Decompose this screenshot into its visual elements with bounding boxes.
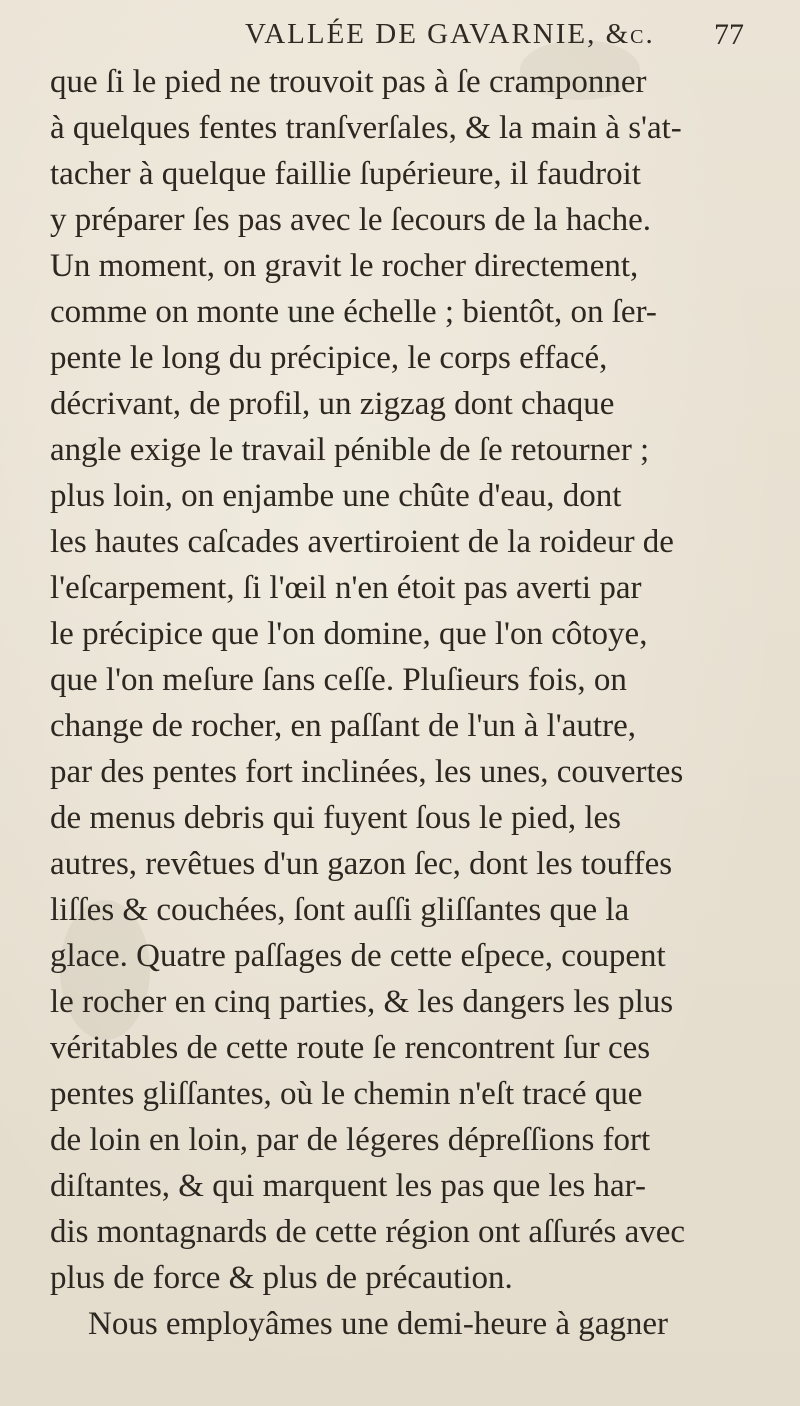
text-line: Un moment, on gravit le rocher directement, — [50, 248, 639, 284]
text-line: diſtantes, & qui marquent les pas que les har- — [50, 1168, 646, 1204]
text-line: véritables de cette route ſe rencontrent ſur ces — [50, 1030, 651, 1066]
text-line: comme on monte une échelle ; bientôt, on ſer- — [50, 294, 657, 330]
text-line: autres, revêtues d'un gazon ſec, dont les touffes — [50, 846, 673, 882]
text-line: plus de force & plus de précaution. — [50, 1260, 513, 1296]
text-line: par des pentes fort inclinées, les unes, couvertes — [50, 754, 684, 790]
text-line: l'eſcarpement, ſi l'œil n'en étoit pas averti par — [50, 570, 642, 606]
page-number: 77 — [714, 18, 744, 51]
running-title: VALLÉE DE GAVARNIE, &c. — [245, 18, 655, 50]
text-line: liſſes & couchées, ſont auſſi gliſſantes que la — [50, 892, 630, 928]
text-line: à quelques fentes tranſverſales, & la main à s'at- — [50, 110, 682, 146]
text-line: angle exige le travail pénible de ſe retourner ; — [50, 432, 650, 468]
text-line: change de rocher, en paſſant de l'un à l'autre, — [50, 708, 636, 744]
text-line: y préparer ſes pas avec le ſecours de la hache. — [50, 202, 652, 238]
text-line: décrivant, de profil, un zigzag dont chaque — [50, 386, 615, 422]
text-line: glace. Quatre paſſages de cette eſpece, coupent — [50, 938, 666, 974]
text-line: le précipice que l'on domine, que l'on côtoye, — [50, 616, 648, 652]
text-line: plus loin, on enjambe une chûte d'eau, dont — [50, 478, 622, 514]
text-line: les hautes caſcades avertiroient de la roideur de — [50, 524, 674, 560]
text-line: pente le long du précipice, le corps effacé, — [50, 340, 608, 376]
text-line: tacher à quelque faillie ſupérieure, il faudroit — [50, 156, 641, 192]
text-line: pentes gliſſantes, où le chemin n'eſt tracé que — [50, 1076, 643, 1112]
text-line: le rocher en cinq parties, & les dangers les plus — [50, 984, 674, 1020]
text-line: de loin en loin, par de légeres dépreſſions fort — [50, 1122, 651, 1158]
text-line: dis montagnards de cette région ont aſſurés avec — [50, 1214, 686, 1250]
text-line: que ſi le pied ne trouvoit pas à ſe cramponner — [50, 64, 647, 100]
text-line: de menus debris qui fuyent ſous le pied, les — [50, 800, 621, 836]
text-line: Nous employâmes une demi-heure à gagner — [88, 1306, 669, 1342]
text-line: que l'on meſure ſans ceſſe. Pluſieurs fois, on — [50, 662, 627, 698]
